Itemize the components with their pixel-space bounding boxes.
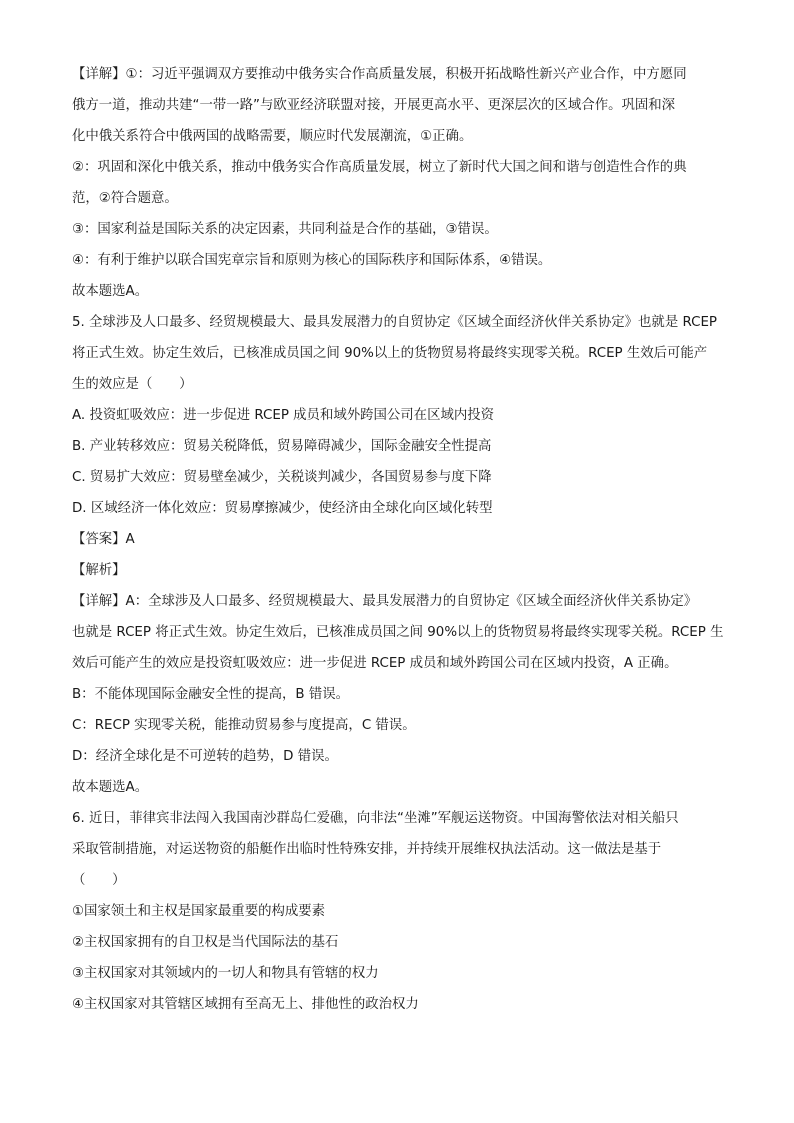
question-stem: 6. 近日，菲律宾非法闯入我国南沙群岛仁爱礁，向非法“坐滩”军舰运送物资。中国海警依法对相关船只	[72, 811, 679, 826]
question-6	[72, 803, 732, 1020]
option-d: D. 区域经济一体化效应：贸易摩擦减少，使经济由全球化向区域化转型	[72, 501, 493, 516]
option-b: B. 产业转移效应：贸易关税降低，贸易障碍减少，国际金融安全性提高	[72, 439, 492, 454]
question-5	[72, 307, 732, 803]
detail-line: 故本题选A。	[72, 780, 149, 795]
document-page	[72, 60, 732, 1020]
option-c: C. 贸易扩大效应：贸易壁垒减少，关税谈判减少，各国贸易参与度下降	[72, 470, 492, 485]
question-stem: 采取管制措施，对运送物资的船艇作出临时性特殊安排，并持续开展维权执法活动。这一做法是基于	[72, 842, 662, 857]
text-line: ③：国家利益是国际关系的决定因素，共同利益是合作的基础，③错误。	[72, 222, 498, 237]
detail-line: 效后可能产生的效应是投资虹吸效应：进一步促进 RCEP 成员和域外跨国公司在区域内投资，A 正确。	[72, 656, 678, 671]
statement-1: ①国家领土和主权是国家最重要的构成要素	[72, 904, 326, 919]
detail-line: D：经济全球化是不可逆转的趋势，D 错误。	[72, 749, 338, 764]
answer-label: 【答案】A	[72, 532, 135, 547]
q4-detail	[72, 60, 732, 307]
text-line: 化中俄关系符合中俄两国的战略需要，顺应时代发展潮流，①正确。	[72, 129, 473, 144]
statement-3: ③主权国家对其领域内的一切人和物具有管辖的权力	[72, 966, 379, 981]
text-line: ④：有利于维护以联合国宪章宗旨和原则为核心的国际秩序和国际体系，④错误。	[72, 253, 552, 268]
text-line: 俄方一道，推动共建“一带一路”与欧亚经济联盟对接，开展更高水平、更深层次的区域合作。巩固和深	[72, 98, 676, 113]
analysis-label: 【解析】	[72, 563, 126, 578]
statement-4: ④主权国家对其管辖区域拥有至高无上、排他性的政治权力	[72, 997, 419, 1012]
option-a: A. 投资虹吸效应：进一步促进 RCEP 成员和域外跨国公司在区域内投资	[72, 408, 495, 423]
question-stem: 将正式生效。协定生效后，已核准成员国之间 90%以上的货物贸易将最终实现零关税。RCEP 生效后可能产	[72, 346, 708, 361]
text-line: ②：巩固和深化中俄关系，推动中俄务实合作高质量发展，树立了新时代大国之间和谐与创造性合作的典	[72, 160, 687, 175]
detail-line: B：不能体现国际金融安全性的提高，B 错误。	[72, 687, 350, 702]
question-stem: 生的效应是（ ）	[72, 377, 193, 392]
question-stem: 5. 全球涉及人口最多、经贸规模最大、最具发展潜力的自贸协定《区域全面经济伙伴关系协定》也就是 RCEP	[72, 315, 717, 330]
detail-line: 【详解】A：全球涉及人口最多、经贸规模最大、最具发展潜力的自贸协定《区域全面经济伙伴关系协定》	[72, 594, 698, 609]
statement-2: ②主权国家拥有的自卫权是当代国际法的基石	[72, 935, 339, 950]
text-line: 故本题选A。	[72, 284, 149, 299]
question-stem: （ ）	[72, 873, 126, 888]
text-line: 【详解】①：习近平强调双方要推动中俄务实合作高质量发展，积极开拓战略性新兴产业合作，中方愿同	[72, 67, 687, 82]
detail-line: 也就是 RCEP 将正式生效。协定生效后，已核准成员国之间 90%以上的货物贸易将最终实现零关税。RCEP 生	[72, 625, 724, 640]
detail-line: C：RECP 实现零关税，能推动贸易参与度提高，C 错误。	[72, 718, 416, 733]
text-line: 范，②符合题意。	[72, 191, 178, 206]
